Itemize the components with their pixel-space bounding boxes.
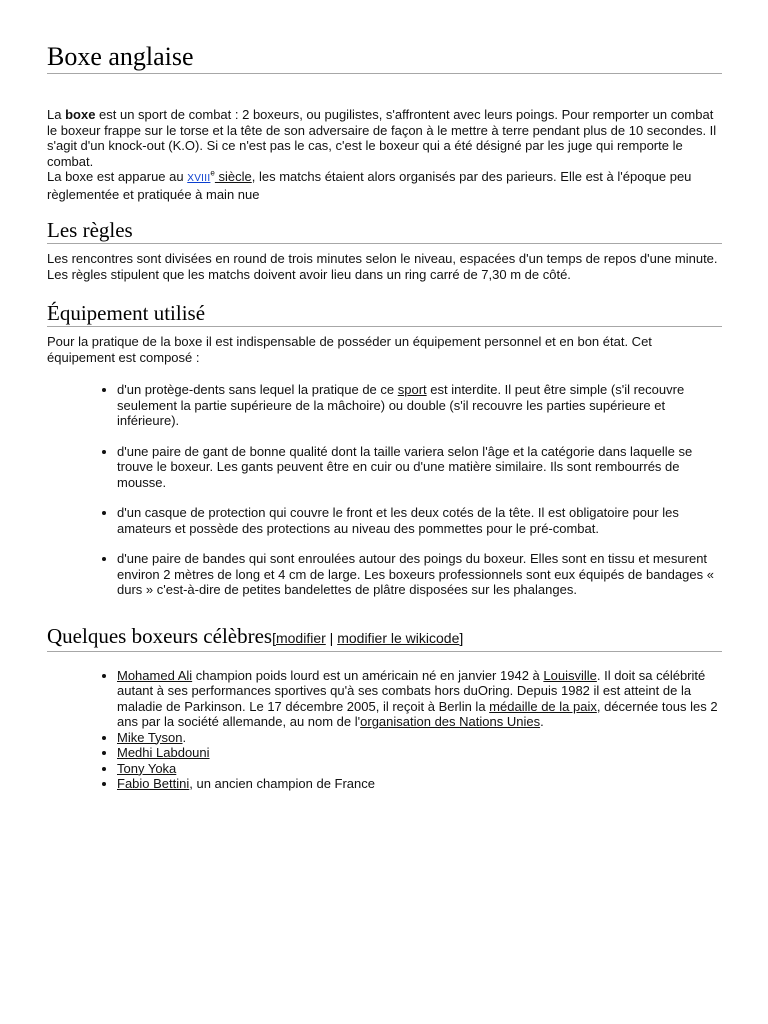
list-item (117, 668, 722, 730)
section-heading-boxers (47, 624, 722, 652)
list-item (117, 761, 722, 777)
century-sup: e (210, 168, 215, 178)
intro-paragraph (47, 107, 722, 202)
edit-section-links (272, 630, 463, 646)
siecle-link[interactable]: siècle (214, 169, 252, 184)
item-text: . (540, 714, 544, 729)
page-title: Boxe anglaise (47, 42, 722, 74)
century-link[interactable]: XVIII (187, 173, 211, 184)
equipment-intro: Pour la pratique de la boxe il est indispensable de posséder un équipement personnel et en bon état. Cet équipement est composé : (47, 334, 652, 365)
edit-wikicode-link[interactable]: modifier le wikicode (337, 629, 460, 646)
edit-separator: | (325, 629, 338, 646)
rules-paragraph: Les rencontres sont divisées en round de trois minutes selon le niveau, espacées d'un temps de repos d'une minute. Les règles stipulent que les matchs doivent avoir lieu dans un ring carré de 7,30 m de côté. (47, 251, 718, 282)
intro-text: est un sport de combat : 2 boxeurs, ou pugilistes, s'affrontent avec leurs poings. Pour remporter un combat le boxeur frappe sur le torse et la tête de son adversaire de façon à le mettre à terre pendant plus de 10 secondes. Il s'agit d'un knock-out (K.O). Si ce n'est pas le cas, c'est le boxeur qui a été désigné par les juge qui remporte le combat. (47, 107, 717, 169)
list-item: • d'un casque de protection qui couvre le front et les deux cotés de la tête. Il est obligatoire pour les amateurs et possède des protections au niveau des pommettes pour le pré-combat. (117, 505, 722, 536)
nations-unies-link[interactable]: organisation des Nations Unies (360, 714, 541, 729)
article-content (47, 42, 722, 792)
section-heading-equipment: Équipement utilisé (47, 301, 722, 327)
list-item (117, 382, 722, 429)
edit-bracket: ] (459, 629, 464, 646)
item-text: . Il doit sa célébrité autant à ses performances sportives qu'à ses combats hors duOring. Depuis 1982 il est atteint de la maladie de Parkinson. Le 17 décembre 2005, il reçoit à Berlin la (117, 667, 706, 714)
fabio-bettini-link[interactable]: Fabio Bettini (117, 776, 190, 791)
item-text: est interdite. Il peut être simple (s'il recouvre seulement la partie supérieure de la mâchoire) ou double (s'il recouvre les parties supérieure et inférieure). (117, 382, 685, 428)
louisville-link[interactable]: Louisville (543, 667, 597, 683)
tony-yoka-link[interactable]: Tony Yoka (117, 760, 177, 776)
list-item: • d'une paire de bandes qui sont enroulées autour des poings du boxeur. Elles sont en tissu et mesurent environ 2 mètres de long et 4 cm de large. Les boxeurs professionnels sont eux équipés de bandages « durs » c'est-à-dire de petites bandelettes de plâtre disposées sur les phalanges. (117, 551, 722, 598)
boxers-list (47, 668, 722, 792)
sport-link[interactable]: sport (397, 382, 427, 397)
equipment-list (47, 382, 722, 598)
list-item: • d'une paire de gant de bonne qualité dont la taille variera selon l'âge et la catégorie dans laquelle se trouve le boxeur. Les gants peuvent être en cuir ou d'une matière similaire. Ils sont rembourrés de mousse. (117, 444, 722, 491)
edit-link[interactable]: modifier (275, 629, 326, 646)
history-prefix: La boxe est apparue au (47, 169, 188, 184)
list-item (117, 745, 722, 761)
edit-bracket: [ (272, 629, 276, 646)
history-text: , les matchs étaient alors organisés par des parieurs. Elle est à l'époque peu règlementée et pratiquée à main nue (47, 169, 692, 202)
medaille-paix-link[interactable]: médaille de la paix (489, 698, 597, 714)
list-item (117, 776, 722, 792)
boxers-heading-text: Quelques boxeurs célèbres (47, 623, 273, 648)
item-text: , un ancien champion de France (189, 776, 375, 791)
medhi-labdouni-link[interactable]: Medhi Labdouni (117, 745, 210, 760)
item-text: , décernée tous les 2 ans par la société allemande, au nom de l' (117, 698, 718, 729)
item-text: d'un protège-dents sans lequel la pratique de ce (117, 382, 398, 397)
item-text: champion poids lourd est un américain né en janvier 1942 à (192, 667, 544, 683)
intro-bold-term: boxe (65, 107, 96, 122)
list-item (117, 730, 722, 746)
intro-prefix: La (47, 107, 66, 122)
section-heading-rules: Les règles (47, 218, 722, 244)
item-text: . (182, 729, 187, 745)
mohamed-ali-link[interactable]: Mohamed Ali (117, 667, 193, 683)
mike-tyson-link[interactable]: Mike Tyson (117, 729, 183, 745)
